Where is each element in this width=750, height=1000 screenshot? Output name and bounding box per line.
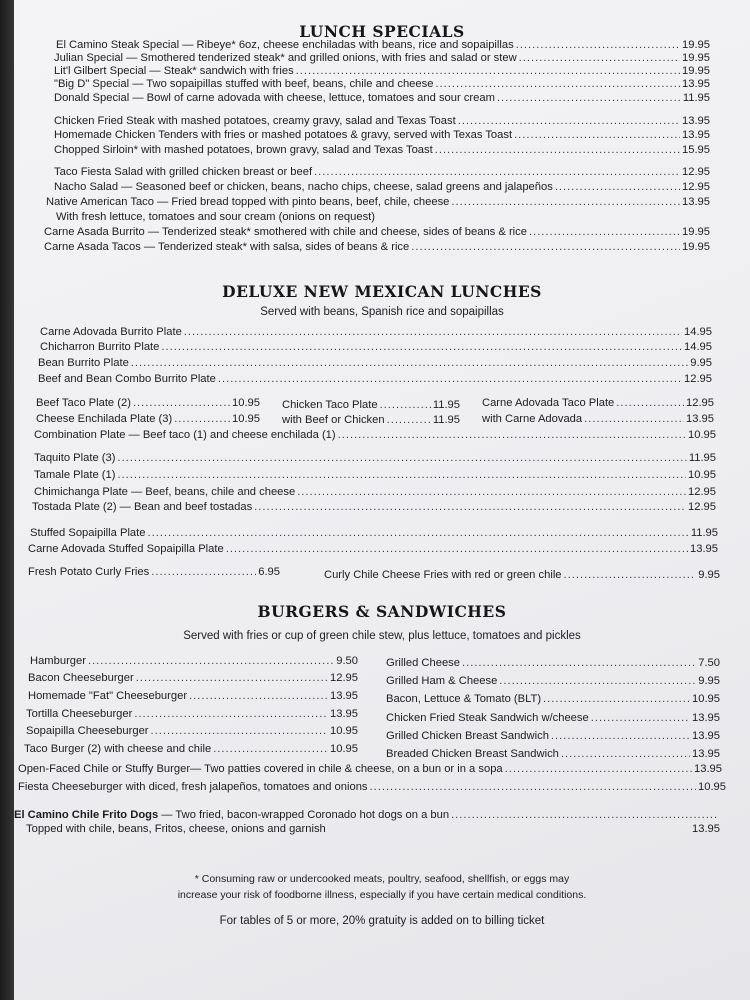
menu-item: Curly Chile Cheese Fries with red or green chile ..... 9.95 bbox=[324, 568, 720, 582]
warning-line1: * Consuming raw or undercooked meats, poultry, seafood, shellfish, or eggs may bbox=[194, 873, 570, 885]
lunch-specials-title: LUNCH SPECIALS bbox=[299, 22, 465, 41]
menu-page bbox=[14, 0, 750, 1000]
menu-item: Bacon Cheeseburger ..... 12.95 bbox=[28, 671, 358, 685]
burgers-subtitle: Served with fries or cup of green chile stew, plus lettuce, tomatoes and pickles bbox=[183, 630, 581, 642]
menu-item: Nacho Salad — Seasoned beef or chicken, beans, nacho chips, cheese, salad greens and jalapeños ..... 12.95 bbox=[54, 180, 710, 194]
menu-item: Beef Taco Plate (2) ..... 10.95 bbox=[36, 396, 260, 410]
taco-note: With fresh lettuce, tomatoes and sour cream (onions on request) bbox=[56, 211, 375, 223]
menu-item: Native American Taco — Fried bread topped with pinto beans, beef, chile, cheese ..... 13.95 bbox=[46, 195, 710, 209]
menu-item: Julian Special — Smothered tenderized steak* and grilled onions, with fries and salad or stew ..... 19.95 bbox=[54, 51, 710, 65]
menu-item: Sopaipilla Cheeseburger ..... 10.95 bbox=[26, 724, 358, 738]
menu-item: Carne Adovada Burrito Plate ..... 14.95 bbox=[40, 325, 712, 339]
menu-item: Donald Special — Bowl of carne adovada with cheese, lettuce, tomatoes and sour cream ..... 11.95 bbox=[54, 91, 710, 105]
deluxe-subtitle: Served with beans, Spanish rice and sopaipillas bbox=[260, 306, 504, 318]
menu-item: Combination Plate — Beef taco (1) and cheese enchilada (1) ..... 10.95 bbox=[34, 428, 716, 442]
menu-item: Lit'l Gilbert Special — Steak* sandwich with fries ..... 19.95 bbox=[54, 64, 710, 78]
menu-item: Taco Fiesta Salad with grilled chicken breast or beef ..... 12.95 bbox=[54, 165, 710, 179]
menu-item: Homemade "Fat" Cheeseburger ..... 13.95 bbox=[28, 689, 358, 703]
menu-item: Fiesta Cheeseburger with diced, fresh jalapeños, tomatoes and onions ..... 10.95 bbox=[18, 780, 726, 794]
menu-item: Cheese Enchilada Plate (3) ..... 10.95 bbox=[36, 412, 260, 426]
menu-item: Beef and Bean Combo Burrito Plate ..... 12.95 bbox=[38, 372, 712, 386]
menu-item: "Big D" Special — Two sopaipillas stuffed with beef, beans, chile and cheese ..... 13.95 bbox=[54, 77, 710, 91]
menu-item: Chicken Fried Steak with mashed potatoes, creamy gravy, salad and Texas Toast ..... 13.95 bbox=[54, 114, 710, 128]
menu-item: Tostada Plate (2) — Bean and beef tostadas ..... 12.95 bbox=[32, 500, 716, 514]
menu-item: Carne Asada Tacos — Tenderized steak* with salsa, sides of beans & rice ..... 19.95 bbox=[44, 240, 710, 254]
menu-item: Grilled Ham & Cheese ..... 9.95 bbox=[386, 674, 720, 688]
menu-item: Grilled Cheese ..... 7.50 bbox=[386, 656, 720, 670]
menu-item: Open-Faced Chile or Stuffy Burger— Two patties covered in chile & cheese, on a bun or in a sopa ..... 13.95 bbox=[18, 762, 722, 776]
menu-item: Chopped Sirloin* with mashed potatoes, brown gravy, salad and Texas Toast ..... 15.95 bbox=[54, 143, 710, 157]
menu-item: Carne Adovada Stuffed Sopaipilla Plate ..... 13.95 bbox=[28, 542, 718, 556]
menu-item: El Camino Steak Special — Ribeye* 6oz, cheese enchiladas with beans, rice and sopaipillas ..... 19.95 bbox=[56, 38, 710, 52]
frito-dogs-item: El Camino Chile Frito Dogs — Two fried, bacon-wrapped Coronado hot dogs on a bun ..... bbox=[14, 808, 720, 822]
menu-item: Hamburger ..... 9.50 bbox=[30, 654, 358, 668]
warning-line2: increase your risk of foodborne illness, especially if you have certain medical conditions. bbox=[177, 889, 587, 901]
menu-item: Bean Burrito Plate ..... 9.95 bbox=[38, 356, 712, 370]
menu-item: Carne Adovada Taco Plate ..... 12.95 bbox=[482, 396, 714, 410]
menu-item: Tortilla Cheeseburger ..... 13.95 bbox=[26, 707, 358, 721]
menu-item: Chimichanga Plate — Beef, beans, chile and cheese ..... 12.95 bbox=[34, 485, 716, 499]
menu-item: Taco Burger (2) with cheese and chile ..... 10.95 bbox=[24, 742, 358, 756]
menu-item: Homemade Chicken Tenders with fries or mashed potatoes & gravy, served with Texas Toast ..... 13.95 bbox=[54, 128, 710, 142]
deluxe-title: DELUXE NEW MEXICAN LUNCHES bbox=[222, 282, 542, 301]
menu-item: Breaded Chicken Breast Sandwich ..... 13.95 bbox=[386, 747, 720, 761]
menu-item: Stuffed Sopaipilla Plate ..... 11.95 bbox=[30, 526, 718, 540]
burgers-title: BURGERS & SANDWICHES bbox=[257, 602, 507, 621]
menu-item: Tamale Plate (1) ..... 10.95 bbox=[34, 468, 716, 482]
menu-item: Chicharron Burrito Plate ..... 14.95 bbox=[40, 340, 712, 354]
menu-item: with Beef or Chicken ..... 11.95 bbox=[282, 413, 460, 427]
menu-item: Chicken Taco Plate ..... 11.95 bbox=[282, 398, 460, 412]
menu-item: Chicken Fried Steak Sandwich w/cheese ..... 13.95 bbox=[386, 711, 720, 725]
gratuity-note: For tables of 5 or more, 20% gratuity is added on to billing ticket bbox=[219, 915, 545, 927]
menu-item: with Carne Adovada ..... 13.95 bbox=[482, 412, 714, 426]
menu-item: Carne Asada Burrito — Tenderized steak* smothered with chile and cheese, sides of beans & rice ..... 19.95 bbox=[44, 225, 710, 239]
menu-item: Grilled Chicken Breast Sandwich ..... 13.95 bbox=[386, 729, 720, 743]
frito-dogs-line2: Topped with chile, beans, Fritos, cheese, onions and garnish 13.95 bbox=[26, 823, 720, 835]
menu-item: Taquito Plate (3) ..... 11.95 bbox=[34, 451, 716, 465]
menu-item: Fresh Potato Curly Fries ..... 6.95 bbox=[28, 565, 280, 579]
menu-item: Bacon, Lettuce & Tomato (BLT) ..... 10.95 bbox=[386, 692, 720, 706]
